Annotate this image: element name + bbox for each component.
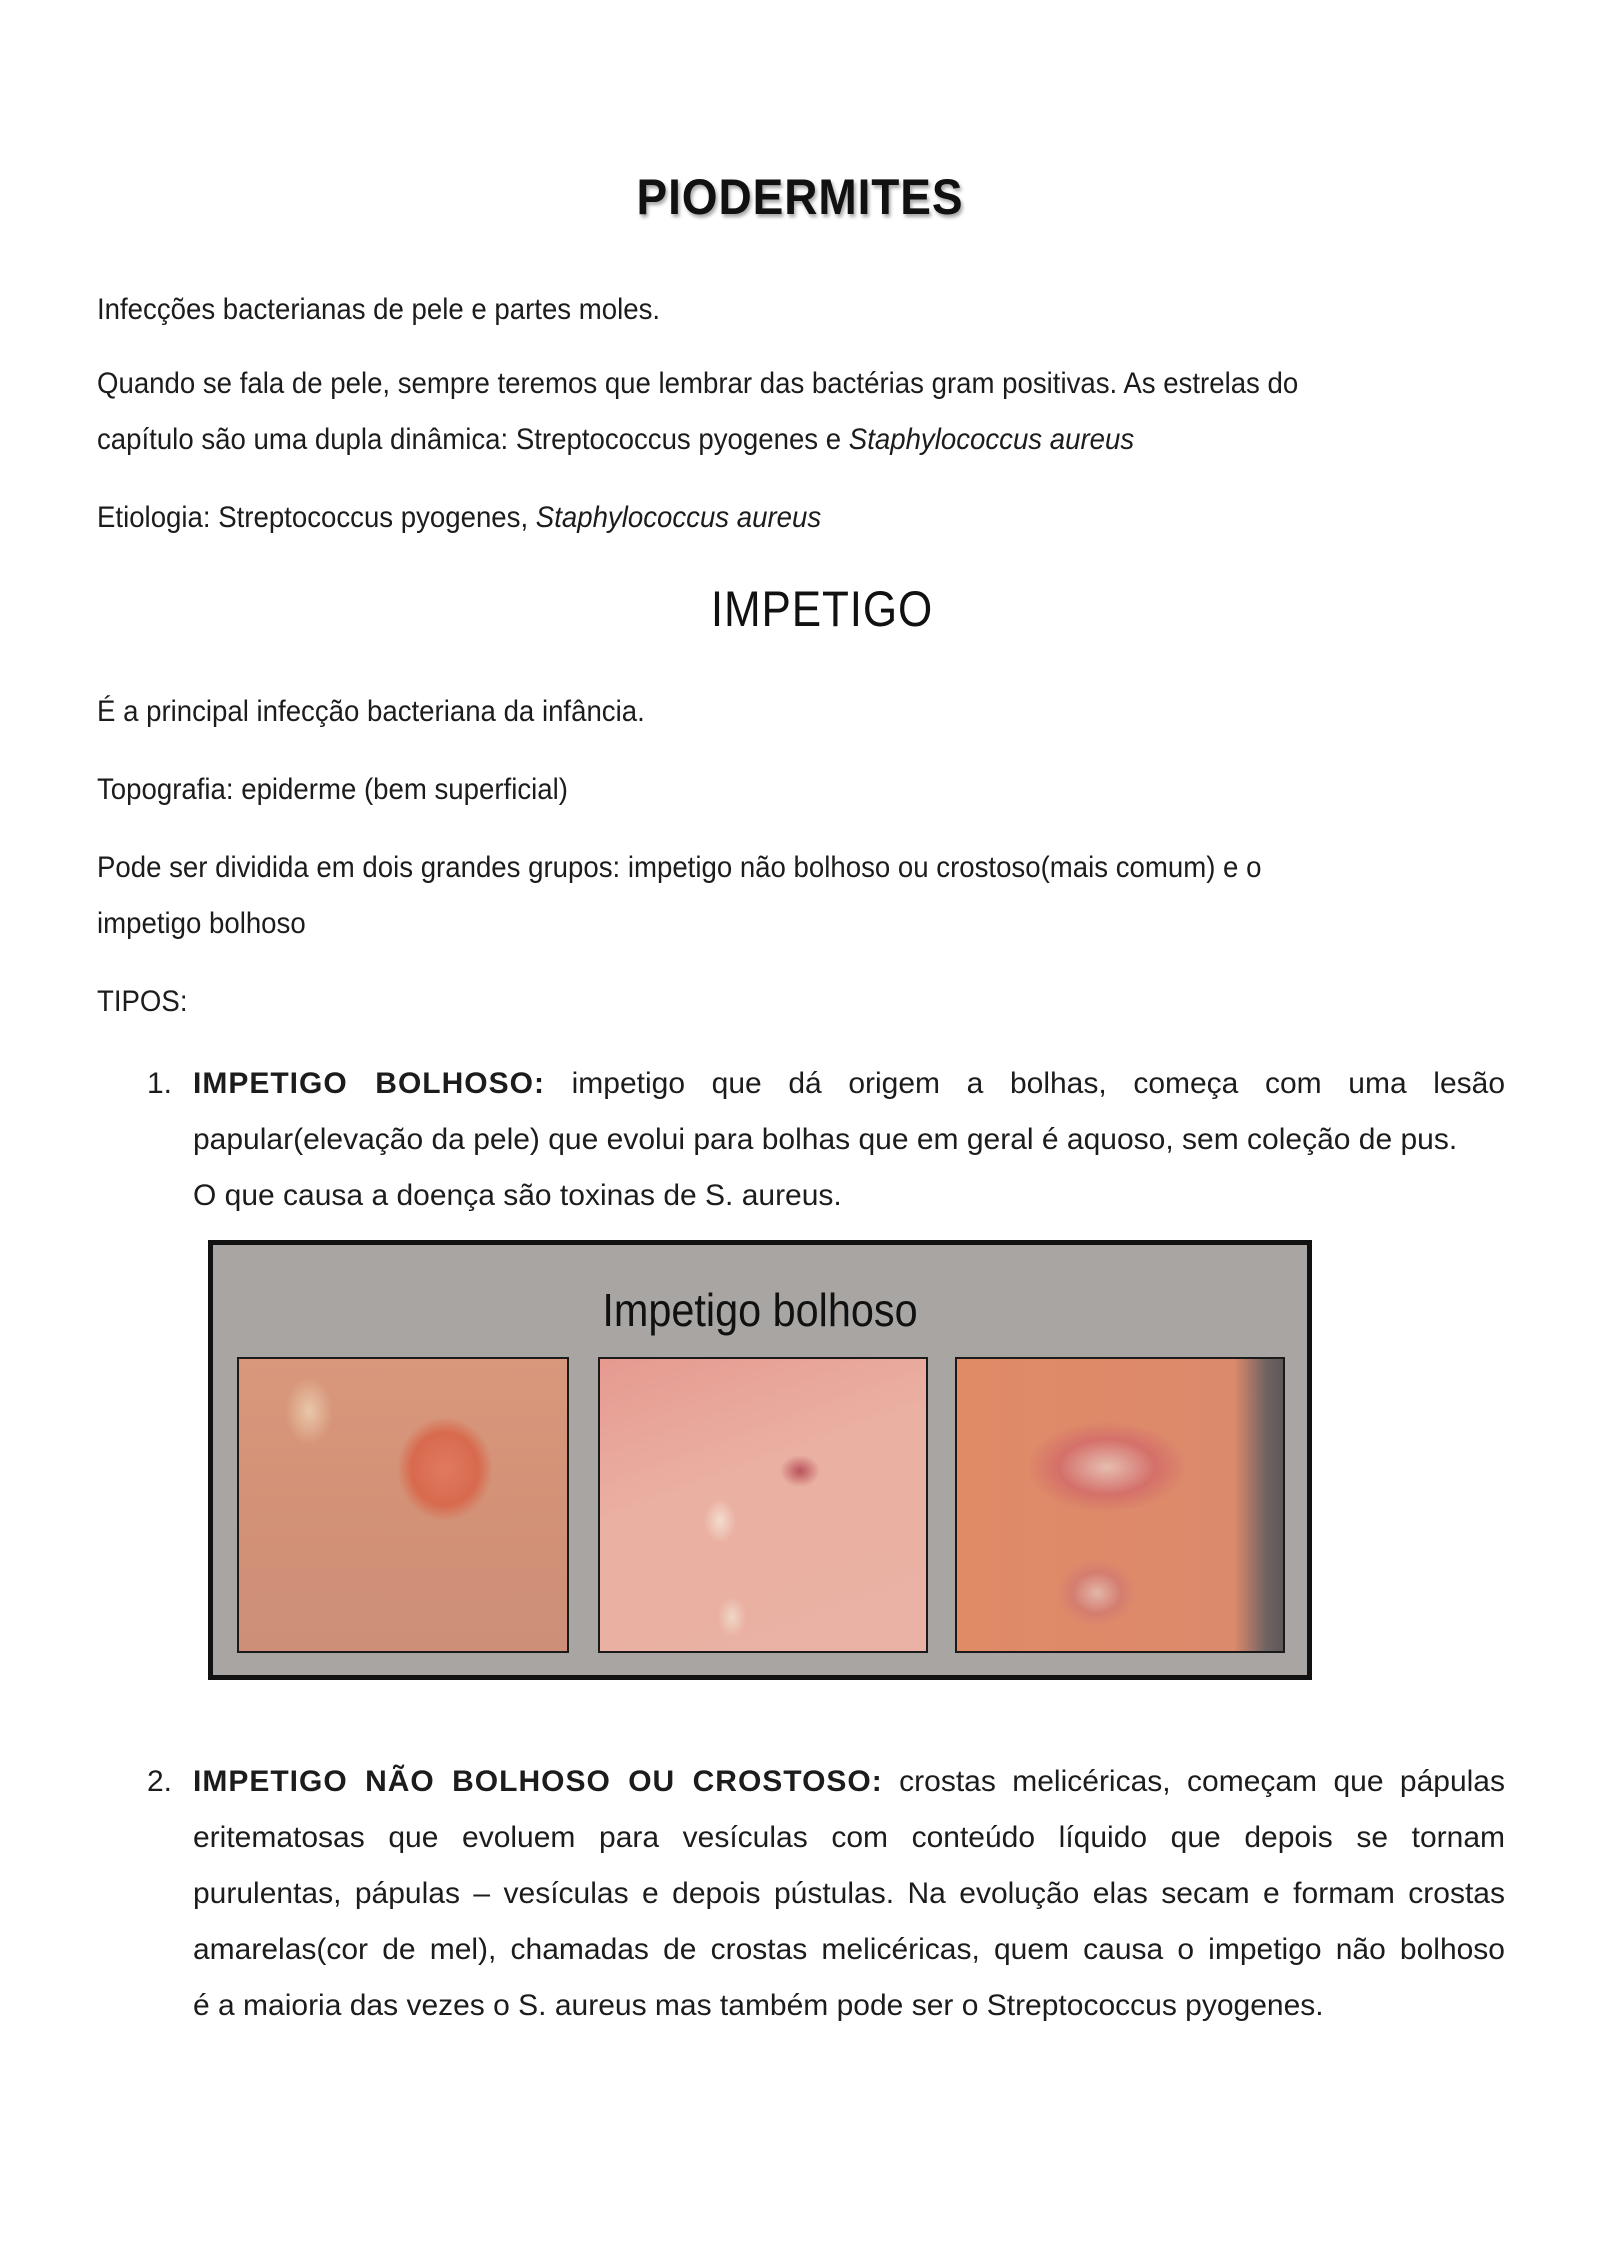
page-title: PIODERMITES — [636, 169, 964, 225]
species-name-italic: Staphylococcus aureus — [848, 423, 1135, 456]
section-paragraph-1: É a principal infecção bacteriana da infância. — [97, 695, 645, 728]
list-text: crostas melicéricas, começam que pápulas — [899, 1765, 1505, 1798]
list-item-body — [193, 1754, 1505, 2034]
section-paragraph-3-line-1: Pode ser dividida em dois grandes grupos: impetigo não bolhoso ou crostoso(mais comum) e o — [97, 851, 1262, 884]
list-line — [193, 1056, 1505, 1112]
etiology-text: Etiologia: Streptococcus pyogenes, — [97, 501, 536, 534]
etiology-paragraph — [97, 490, 1403, 546]
impetigo-bolhoso-figure — [208, 1240, 1312, 1680]
list-line: é a maioria das vezes o S. aureus mas também pode ser o Streptococcus pyogenes. — [193, 1989, 1324, 2022]
intro-paragraph-2-line-2 — [97, 412, 1403, 468]
list-line: papular(elevação da pele) que evolui para bolhas que em geral é aquoso, sem coleção de pus. — [193, 1123, 1458, 1156]
list-line: eritematosas que evoluem para vesículas com conteúdo líquido que depois se tornam — [193, 1821, 1505, 1854]
list-text: impetigo que dá origem a bolhas, começa com uma lesão — [571, 1067, 1506, 1100]
intro-paragraph-2-text: capítulo são uma dupla dinâmica: Streptococcus pyogenes e — [97, 423, 849, 456]
list-number: 2. — [147, 1765, 173, 1798]
species-name-italic: Staphylococcus aureus — [535, 501, 822, 534]
intro-paragraph-2-line-1: Quando se fala de pele, sempre teremos que lembrar das bactérias gram positivas. As estrelas do — [97, 367, 1299, 400]
figure-title: Impetigo bolhoso — [602, 1284, 918, 1336]
bullous-lesion-photo — [237, 1357, 569, 1653]
list-item-body — [193, 1056, 1505, 1224]
section-title: IMPETIGO — [710, 581, 934, 637]
list-number: 1. — [147, 1067, 173, 1100]
section-paragraph-3-line-2: impetigo bolhoso — [97, 907, 306, 940]
types-label: TIPOS: — [97, 985, 188, 1018]
section-paragraph-2: Topografia: epiderme (bem superficial) — [97, 773, 568, 806]
vesicles-photo — [598, 1357, 928, 1653]
list-item-heading: IMPETIGO NÃO BOLHOSO OU CROSTOSO: — [193, 1765, 883, 1798]
intro-paragraph-1: Infecções bacterianas de pele e partes moles. — [97, 293, 661, 326]
list-line — [193, 1754, 1505, 1810]
crusted-lesion-photo — [955, 1357, 1285, 1653]
list-line: purulentas, pápulas – vesículas e depois pústulas. Na evolução elas secam e formam crostas — [193, 1877, 1505, 1910]
list-line: amarelas(cor de mel), chamadas de crostas melicéricas, quem causa o impetigo não bolhoso — [193, 1933, 1505, 1966]
list-line: O que causa a doença são toxinas de S. aureus. — [193, 1179, 842, 1212]
list-item-heading: IMPETIGO BOLHOSO: — [193, 1067, 545, 1100]
